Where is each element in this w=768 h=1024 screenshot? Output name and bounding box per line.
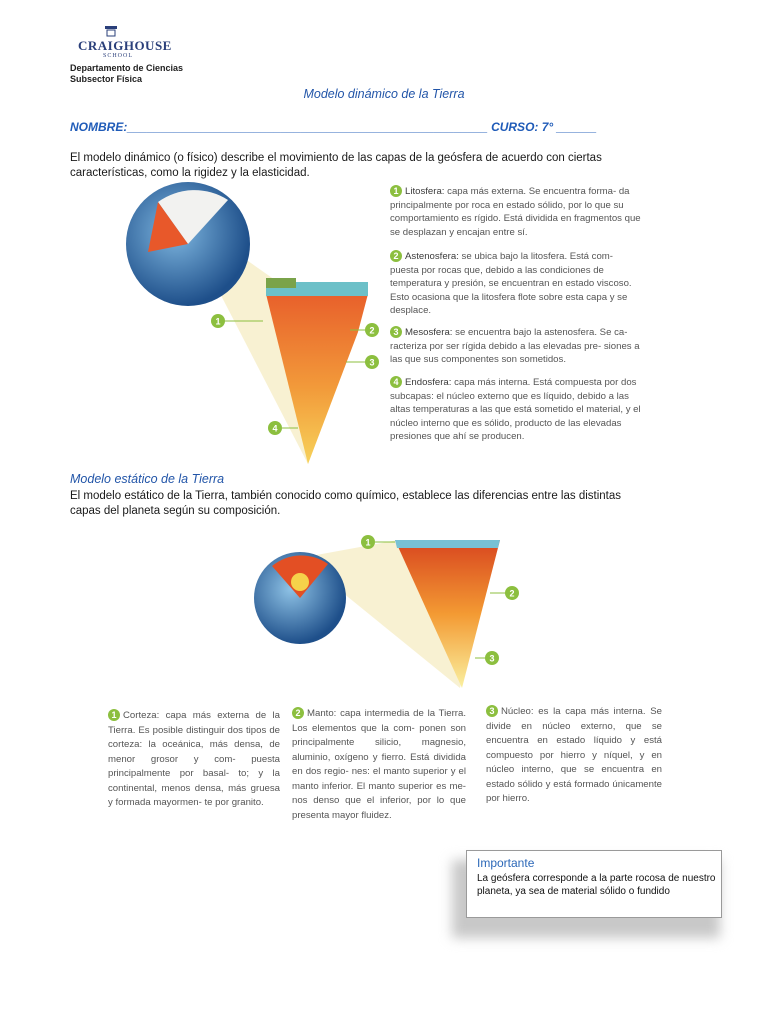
subsector-name: Subsector Física xyxy=(70,74,143,84)
page-title: Modelo dinámico de la Tierra xyxy=(303,87,465,101)
dynamic-label-4-text: 4 xyxy=(272,423,278,434)
corteza-term: Corteza: xyxy=(123,710,160,721)
mesosfera-item xyxy=(390,326,642,367)
mesosfera-text: se encuentra bajo la astenosfera. Se ca- racteriza por ser rígida debido a las elevadas pre- siones a las que sus componentes son sometidos. xyxy=(390,327,640,365)
endosfera-text: capa más interna. Está compuesta por dos subcapas: el núcleo externo que es líquido, debido a las altas temperaturas a las que está sometido el material, y el núcleo interno que es sólido, producto de las elevadas presiones que ahí se producen. xyxy=(390,377,641,442)
endosfera-badge: 4 xyxy=(390,376,402,388)
department-block xyxy=(70,63,183,85)
manto-text: capa intermedia de la Tierra. Los elementos que la com- ponen son principalmente silicio, magnesio, aluminio, oxígeno y fierro. Está dividida en dos regio- nes: el manto superior y el manto inferior. El manto superior es me- nos denso que el inferior, por lo que presenta mayor fluidez. xyxy=(292,708,466,821)
litosfera-term: Litosfera: xyxy=(405,186,445,197)
school-crest-icon xyxy=(104,25,118,37)
nucleo-badge: 3 xyxy=(486,705,498,717)
static-label-1 xyxy=(361,535,375,549)
static-model-figure xyxy=(250,528,530,693)
dynamic-label-4 xyxy=(268,421,282,435)
astenosfera-badge: 2 xyxy=(390,250,402,262)
important-title: Importante xyxy=(477,856,535,870)
static-heading: Modelo estático de la Tierra xyxy=(70,472,225,486)
nombre-label: NOMBRE: xyxy=(70,120,128,134)
department-name: Departamento de Ciencias xyxy=(70,63,184,73)
astenosfera-item xyxy=(390,250,642,318)
litosfera-badge: 1 xyxy=(390,185,402,197)
nucleo-item xyxy=(486,705,662,807)
nombre-field[interactable]: ______________________________________________________ xyxy=(127,120,488,134)
dynamic-intro xyxy=(70,151,700,181)
land-surface xyxy=(266,278,296,288)
astenosfera-text: se ubica bajo la litosfera. Está com- puesta por rocas que, debido a las condiciones de temperatura y presión, se encuentran en estado viscoso. Esto ocasiona que la litosfera flote sobre esta capa y se desplace. xyxy=(390,251,632,316)
dynamic-label-2-text: 2 xyxy=(369,325,375,336)
manto-term: Manto: xyxy=(307,708,337,719)
endosfera-term: Endosfera: xyxy=(405,377,452,388)
manto-badge: 2 xyxy=(292,707,304,719)
dynamic-label-2 xyxy=(365,323,379,337)
corteza-badge: 1 xyxy=(108,709,120,721)
nucleo-term: Núcleo: xyxy=(501,706,534,717)
curso-label: CURSO: xyxy=(491,120,539,134)
curso-value: 7° xyxy=(541,120,554,134)
important-text: La geósfera corresponde a la parte rocosa de nuestro planeta, ya sea de material sólido o fundido xyxy=(477,873,716,897)
dynamic-model-figure xyxy=(118,182,388,467)
dynamic-intro-line-2: características, como la rigidez y la elasticidad. xyxy=(70,167,310,179)
static-intro xyxy=(70,489,700,519)
name-course-line xyxy=(70,120,597,134)
litosfera-text: capa más externa. Se encuentra forma- da principalmente por roca en estado sólido, por lo que su comportamiento es rígido. Está dividida en fragmentos que se desplazan y encajan entre sí. xyxy=(390,186,641,238)
static-label-2 xyxy=(505,586,519,600)
nucleo-text: es la capa más interna. Se divide en núcleo externo, que se encuentra en estado líquido y está compuesto por hierro y níquel, y en núcleo interno, que se encuentra en estado sólido y está formado únicamente por hierro. xyxy=(486,706,662,804)
static-intro-line-1: El modelo estático de la Tierra, también conocido como químico, establece las diferencias entre las distintas xyxy=(70,490,622,502)
static-crust xyxy=(395,540,500,548)
mesosfera-badge: 3 xyxy=(390,326,402,338)
school-logo-sub: SCHOOL xyxy=(103,53,134,59)
dynamic-label-1-text: 1 xyxy=(215,316,221,327)
endosfera-item xyxy=(390,376,642,444)
static-label-3-text: 3 xyxy=(489,653,495,664)
mesosfera-term: Mesosfera: xyxy=(405,327,453,338)
litosfera-item xyxy=(390,185,642,239)
curso-field[interactable]: ______ xyxy=(556,120,597,134)
important-box xyxy=(466,850,722,918)
dynamic-label-3 xyxy=(365,355,379,369)
static-label-2-text: 2 xyxy=(509,588,515,599)
manto-item xyxy=(292,707,466,823)
astenosfera-term: Astenosfera: xyxy=(405,251,459,262)
dynamic-intro-line-1: El modelo dinámico (o físico) describe el movimiento de las capas de la geósfera de acuerdo con ciertas xyxy=(70,152,602,164)
static-label-1-text: 1 xyxy=(365,537,371,548)
static-label-3 xyxy=(485,651,499,665)
dynamic-label-3-text: 3 xyxy=(369,357,375,368)
static-intro-line-2: capas del planeta según su composición. xyxy=(70,505,281,517)
dynamic-label-1 xyxy=(211,314,225,328)
school-logo-name: CRAIGHOUSE xyxy=(78,38,172,53)
corteza-item xyxy=(108,709,280,811)
corteza-text: capa más externa de la Tierra. Es posible distinguir dos tipos de corteza: la oceánica, más densa, de menor grosor y com- puesta principalmente por basal- to; y la continental, menos densa, más gruesa y formada mayormen- te por granito. xyxy=(108,710,280,808)
